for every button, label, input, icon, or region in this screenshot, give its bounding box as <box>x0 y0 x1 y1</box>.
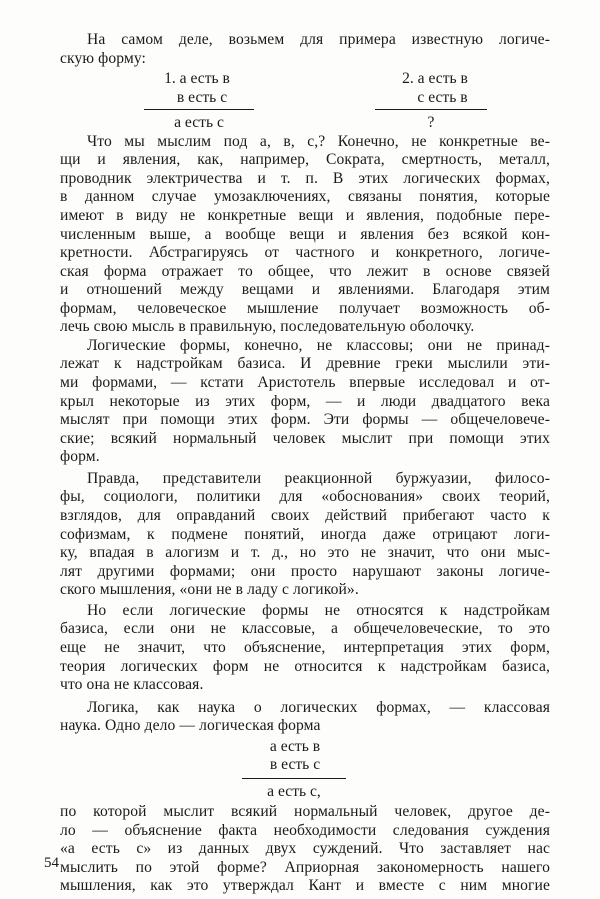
intro-line-1: На самом деле, возьмем для примера известную логиче- <box>87 31 550 48</box>
syllogism-1-rule <box>144 109 254 110</box>
syllogism-3-premise-1: а есть в <box>269 737 321 755</box>
para1-line-8: ская форма отражает то общее, что лежит в основе связей <box>60 262 550 280</box>
syllogism-2-premise-2: с есть в <box>417 88 468 106</box>
para2-line-7: форм. <box>60 448 100 466</box>
para1-line-1: Что мы мыслим под а, в, с,? Конечно, не конкретные ве- <box>87 132 550 150</box>
para5-line-2: наука. Одно дело — логическая форма <box>60 717 321 735</box>
page-number: 54 <box>44 855 59 871</box>
para2-line-6: ские; всякий нормальный человек мыслит при помощи этих <box>60 429 550 447</box>
para1-line-10: формам, человеческое мышление получает возможность об- <box>60 299 550 317</box>
para5-line-1: Логика, как наука о логических формах, — классовая <box>87 698 550 716</box>
syllogism-1-conclusion: а есть с <box>174 114 224 132</box>
para4-line-2: базиса, если они не классовые, а общечеловеческие, то это <box>60 620 550 638</box>
para4-line-1: Но если логические формы не относятся к надстройкам <box>87 601 550 619</box>
intro-line-2: скую форму: <box>60 49 146 67</box>
para1-line-4: в данном случае умозаключениях, связаны понятия, которые <box>60 188 550 206</box>
para6-line-2: ло — объяснение факта необходимости следования суждения <box>60 821 550 839</box>
para1-line-9: и отношений между вещами и явлениями. Благодаря этим <box>60 281 550 299</box>
para3-line-3: взглядов, для оправданий своих действий прибегают часто к <box>60 506 550 524</box>
para3-line-5: ку, впадая в алогизм и т. д., но это не значит, что они мыс- <box>60 544 550 562</box>
para4-line-3: еще не значит, что объяснение, интерпретация этих форм, <box>60 638 550 656</box>
syllogism-3-rule <box>242 778 346 779</box>
para3-line-7: ского мышления, «они не в ладу с логикой». <box>60 581 359 599</box>
para6-line-3: «а есть с» из данных двух суждений. Что заставляет нас <box>60 840 550 858</box>
para3-line-4: софизмам, к подмене понятий, иногда даже отрицают логи- <box>60 525 550 543</box>
syllogism-2-conclusion: ? <box>427 114 435 132</box>
para2-line-2: лежат к надстройкам базиса. И древние греки мыслили эти- <box>60 355 550 373</box>
para3-line-1: Правда, представители реакционной буржуазии, филосо- <box>87 469 550 487</box>
syllogism-2-rule <box>375 109 487 110</box>
para1-line-3: проводник электричества и т. п. В этих логических формах, <box>60 169 550 187</box>
para1-line-5: имеют в виду не конкретные вещи и явления, подобные пере- <box>60 206 550 224</box>
para3-line-2: фы, социологи, политики для «обоснования» своих теорий, <box>60 488 550 506</box>
syllogism-3-premise-2: в есть с <box>269 756 321 774</box>
para1-line-11: лечь свою мысль в правильную, последовательную оболочку. <box>60 318 475 336</box>
syllogism-1-premise-2: в есть с <box>176 88 228 106</box>
para2-line-4: крыл некоторые из этих форм, — и люди двадцатого века <box>60 392 550 410</box>
para2-line-1: Логические формы, конечно, не классовы; они не принад- <box>87 336 550 354</box>
para2-line-5: мыслят при помощи этих форм. Эти формы — общечеловече- <box>60 411 550 429</box>
para3-line-6: лят другими формами; они просто нарушают законы логиче- <box>60 562 550 580</box>
syllogism-3-conclusion: а есть с, <box>267 782 321 800</box>
para1-line-7: кретности. Абстрагируясь от частного и конкретного, логиче- <box>60 244 550 262</box>
para1-line-2: щи и явления, как, например, Сократа, смертность, металл, <box>60 151 550 169</box>
para4-line-4: теория логических форм не относится к надстройкам базиса, <box>60 657 550 675</box>
para2-line-3: ми формами, — кстати Аристотель впервые исследовал и от- <box>60 374 550 392</box>
para6-line-5: мышления, как это утверждал Кант и вместе с ним многие <box>60 877 550 895</box>
para6-line-4: мыслить по этой форме? Априорная закономерность нашего <box>60 858 550 876</box>
syllogism-2-premise-1: 2. а есть в <box>402 70 468 88</box>
para4-line-5: что она не классовая. <box>60 676 204 694</box>
para6-line-1: по которой мыслит всякий нормальный человек, другое де- <box>60 803 550 821</box>
syllogism-1-premise-1: 1. а есть в <box>164 70 230 88</box>
para1-line-6: численным выше, а вообще вещи и явления без всякой кон- <box>60 225 550 243</box>
